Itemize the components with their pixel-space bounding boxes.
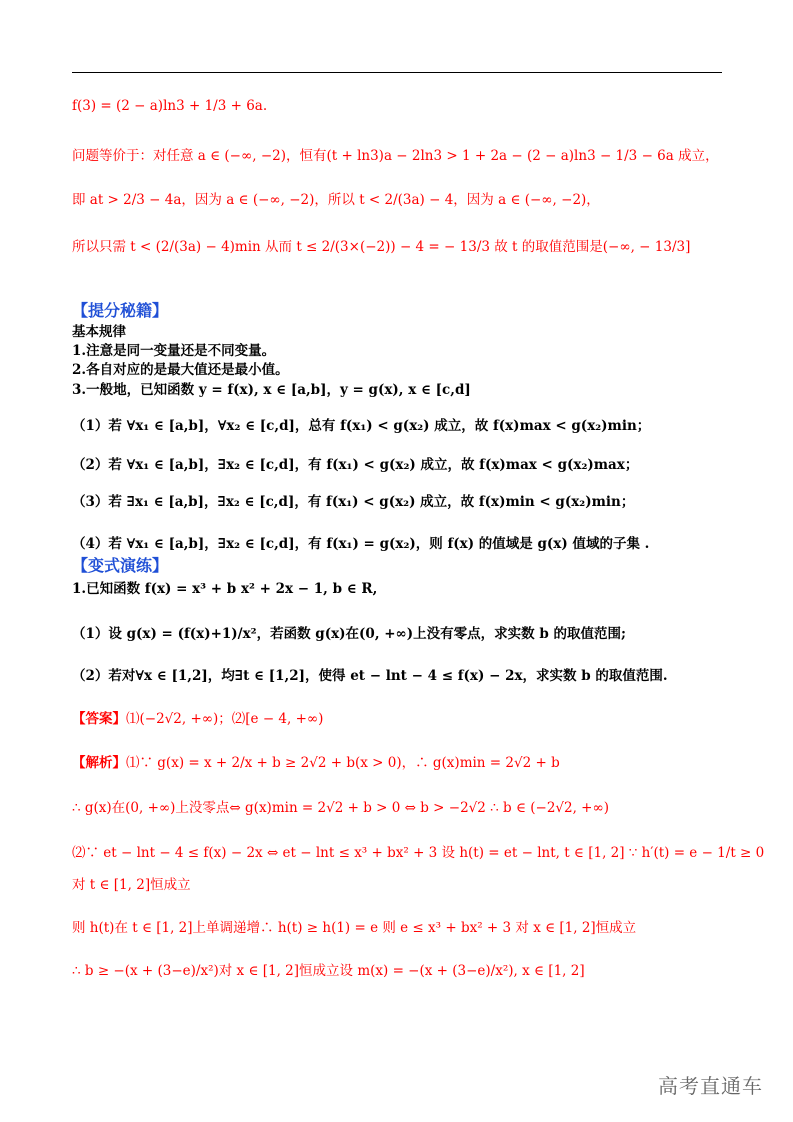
case-1: （1）若 ∀x₁ ∈ [a,b]，∀x₂ ∈ [c,d]，总有 f(x₁) < g(x₂) 成立，故 f(x)max < g(x₂)min； [72,418,651,434]
question-part-1: （1）设 g(x) = (f(x)+1)/x²，若函数 g(x)在(0, +∞)上没有零点，求实数 b 的取值范围; [72,626,626,642]
practice-heading: 【变式演练】 [72,556,169,575]
prev-line-1: f(3) = (2 − a)ln3 + 1/3 + 6a. [72,98,268,114]
solution-label: 【解析】 [72,755,126,771]
solution-step-6: ∴ b ≥ −(x + (3−e)/x²)对 x ∈ [1, 2]恒成立设 m(x) = −(x + (3−e)/x²), x ∈ [1, 2] [72,963,585,979]
tips-subtitle: 基本规律 [72,324,126,340]
answer-label: 【答案】 [72,711,126,727]
solution-step-5: 则 h(t)在 t ∈ [1, 2]上单调递增∴ h(t) ≥ h(1) = e 则 e ≤ x³ + bx² + 3 对 x ∈ [1, 2]恒成立 [72,920,637,936]
solution-step-4: 对 t ∈ [1, 2]恒成立 [72,877,191,893]
prev-line-2: 问题等价于：对任意 a ∈ (−∞, −2)，恒有(t + ln3)a − 2ln3 > 1 + 2a − (2 − a)ln3 − 1/3 − 6a 成立， [72,148,719,164]
prev-line-3: 即 at > 2/3 − 4a，因为 a ∈ (−∞, −2)，所以 t < 2/(3a) − 4，因为 a ∈ (−∞, −2)， [72,192,600,208]
rule-2: 2.各自对应的是最大值还是最小值。 [72,362,289,378]
watermark: 高考直通车 [658,1074,763,1098]
rule-1: 1.注意是同一变量还是不同变量。 [72,343,276,359]
question: 1.已知函数 f(x) = x³ + b x² + 2x − 1, b ∈ R, [72,581,378,597]
answer-text: ⑴(−2√2, +∞)；⑵[e − 4, +∞) [126,711,324,727]
case-3: （3）若 ∃x₁ ∈ [a,b]，∃x₂ ∈ [c,d]，有 f(x₁) < g(x₂) 成立，故 f(x)min < g(x₂)min； [72,494,635,510]
case-4: （4）若 ∀x₁ ∈ [a,b]，∃x₂ ∈ [c,d]，有 f(x₁) = g(x₂)，则 f(x) 的值域是 g(x) 值域的子集 . [72,536,650,552]
solution-line-1 [72,753,560,773]
prev-line-4: 所以只需 t < (2/(3a) − 4)min 从而 t ≤ 2/(3×(−2)) − 4 = − 13/3 故 t 的取值范围是(−∞, − 13/3] [72,239,691,255]
question-part-2: （2）若对∀x ∈ [1,2]，均∃t ∈ [1,2]，使得 et − lnt − 4 ≤ f(x) − 2x，求实数 b 的取值范围. [72,668,668,684]
solution-step-3: ⑵∵ et − lnt − 4 ≤ f(x) − 2x ⇔ et − lnt ≤ x³ + bx² + 3 设 h(t) = et − lnt, t ∈ [1, 2] ∵ h′(t) = e − 1/t ≥ 0 [72,845,765,861]
rule-3: 3.一般地，已知函数 y = f(x), x ∈ [a,b]，y = g(x), x ∈ [c,d] [72,382,471,398]
answer-line [72,709,323,729]
case-2: （2）若 ∀x₁ ∈ [a,b]，∃x₂ ∈ [c,d]，有 f(x₁) < g(x₂) 成立，故 f(x)max < g(x₂)max； [72,457,639,473]
solution-step-1: ⑴∵ g(x) = x + 2/x + b ≥ 2√2 + b(x > 0)，∴ g(x)min = 2√2 + b [126,755,560,771]
solution-step-2: ∴ g(x)在(0, +∞)上没零点⇔ g(x)min = 2√2 + b > 0 ⇔ b > −2√2 ∴ b ∈ (−2√2, +∞) [72,800,610,816]
header-rule [72,72,722,73]
tips-heading: 【提分秘籍】 [72,301,169,320]
